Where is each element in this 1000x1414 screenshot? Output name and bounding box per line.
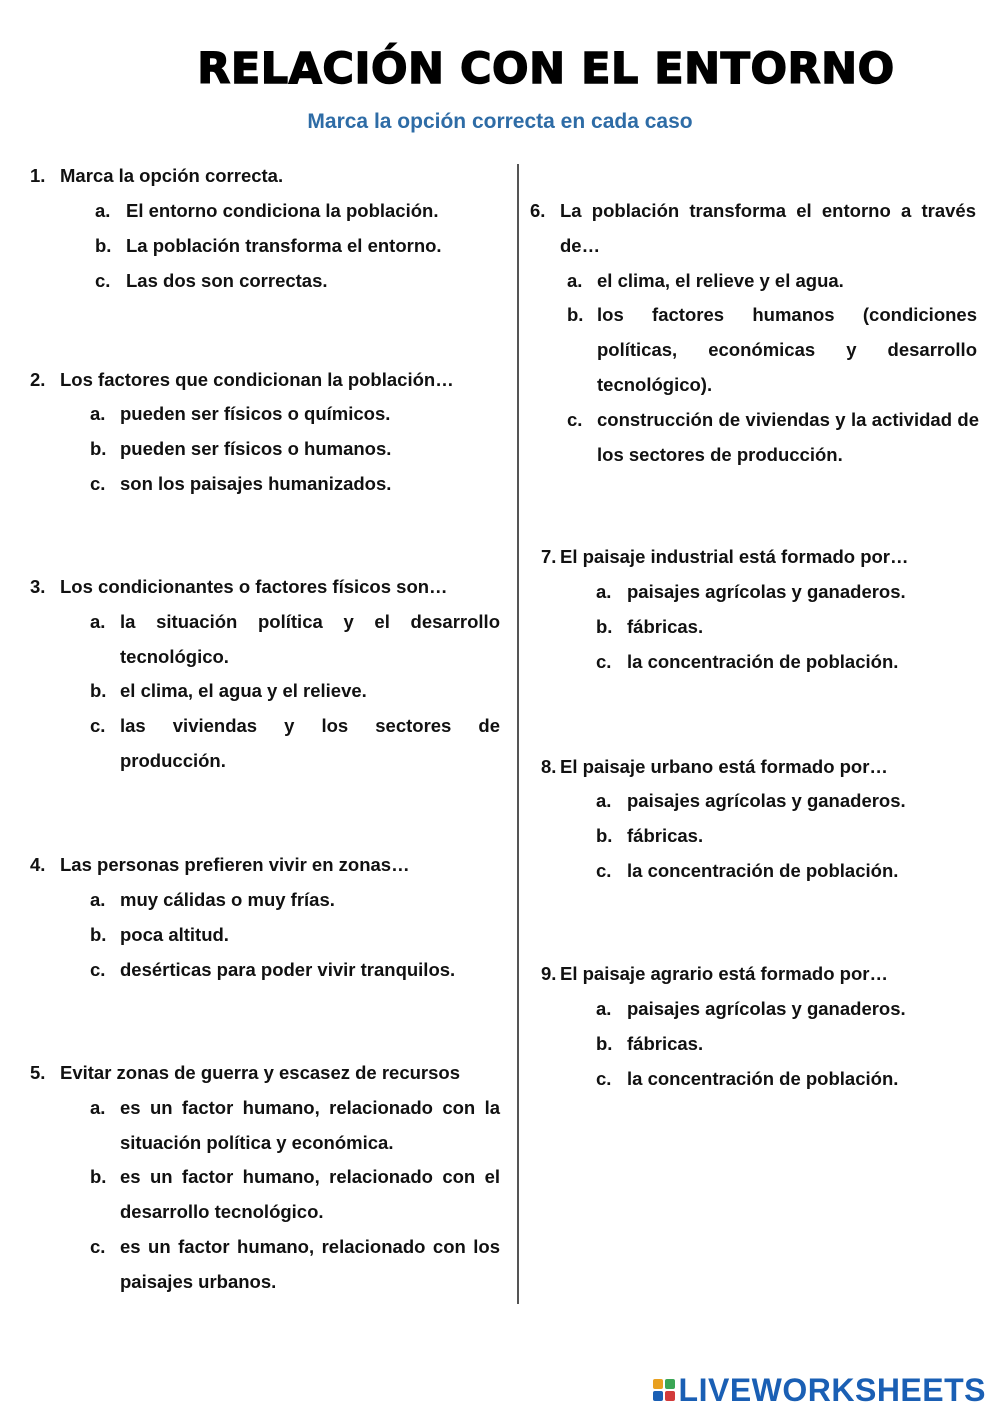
- question-text: Las personas prefieren vivir en zonas…: [60, 854, 410, 875]
- option-letter[interactable]: c.: [90, 473, 106, 494]
- option-text[interactable]: el clima, el relieve y el agua.: [597, 270, 844, 291]
- option-letter[interactable]: b.: [90, 438, 107, 459]
- option-text[interactable]: la concentración de población.: [627, 651, 899, 672]
- option-letter[interactable]: c.: [567, 409, 583, 430]
- logo-text: LIVEWORKSHEETS: [678, 1371, 986, 1408]
- option-text[interactable]: pueden ser físicos o humanos.: [120, 438, 392, 459]
- question-number: 9.: [541, 963, 557, 984]
- question-text: El paisaje agrario está formado por…: [560, 963, 888, 984]
- option-text[interactable]: la concentración de población.: [627, 860, 899, 881]
- option-text[interactable]: poca altitud.: [120, 924, 229, 945]
- liveworksheets-logo[interactable]: [653, 1372, 986, 1408]
- option-text[interactable]: pueden ser físicos o químicos.: [120, 403, 391, 424]
- option-text[interactable]: paisajes agrícolas y ganaderos.: [627, 998, 906, 1019]
- question-number: 5.: [30, 1062, 46, 1083]
- option-letter[interactable]: b.: [596, 825, 613, 846]
- question-text: El paisaje industrial está formado por…: [560, 546, 909, 567]
- option-letter[interactable]: c.: [90, 1236, 106, 1257]
- option-text[interactable]: es un factor humano, relacionado con los paisajes urbanos.: [120, 1236, 500, 1292]
- option-text[interactable]: las viviendas y los sectores de producción.: [120, 715, 500, 771]
- logo-square: [653, 1379, 663, 1389]
- option-letter[interactable]: c.: [90, 715, 106, 736]
- option-letter[interactable]: a.: [95, 200, 111, 221]
- option-text[interactable]: fábricas.: [627, 1033, 704, 1054]
- option-letter[interactable]: c.: [90, 959, 106, 980]
- option-letter[interactable]: a.: [596, 998, 612, 1019]
- option-text[interactable]: El entorno condiciona la población.: [126, 200, 439, 221]
- option-letter[interactable]: a.: [596, 581, 612, 602]
- option-letter[interactable]: b.: [95, 235, 112, 256]
- option-text[interactable]: fábricas.: [627, 616, 704, 637]
- question-text: El paisaje urbano está formado por…: [560, 756, 888, 777]
- logo-mark-icon: [653, 1379, 675, 1401]
- option-letter[interactable]: b.: [596, 616, 613, 637]
- option-letter[interactable]: a.: [90, 889, 106, 910]
- question-number: 4.: [30, 854, 46, 875]
- question-number: 1.: [30, 165, 46, 186]
- question-number: 2.: [30, 369, 46, 390]
- option-text[interactable]: desérticas para poder vivir tranquilos.: [120, 959, 456, 980]
- question-text: La población transforma el entorno a través de…: [560, 200, 976, 256]
- option-text[interactable]: paisajes agrícolas y ganaderos.: [627, 790, 906, 811]
- question-text: Marca la opción correcta.: [60, 165, 284, 186]
- logo-square: [665, 1379, 675, 1389]
- logo-square: [665, 1391, 675, 1401]
- option-letter[interactable]: b.: [596, 1033, 613, 1054]
- option-text[interactable]: muy cálidas o muy frías.: [120, 889, 335, 910]
- option-letter[interactable]: b.: [90, 924, 107, 945]
- option-text[interactable]: Las dos son correctas.: [126, 270, 328, 291]
- column-divider: [517, 164, 519, 1304]
- option-letter[interactable]: c.: [95, 270, 111, 291]
- option-letter[interactable]: b.: [90, 680, 107, 701]
- logo-square: [653, 1391, 663, 1401]
- option-text[interactable]: La población transforma el entorno.: [126, 235, 442, 256]
- question-text: Los condicionantes o factores físicos son…: [60, 576, 448, 597]
- question-number: 7.: [541, 546, 557, 567]
- question-number: 3.: [30, 576, 46, 597]
- option-text[interactable]: los factores humanos (condiciones políticas, económicas y desarrollo tecnológico).: [597, 304, 977, 395]
- option-letter[interactable]: a.: [90, 611, 106, 632]
- option-text[interactable]: fábricas.: [627, 825, 704, 846]
- question-text: Los factores que condicionan la población…: [60, 369, 454, 390]
- page-title: RELACIÓN CON EL ENTORNO: [197, 44, 895, 94]
- option-text[interactable]: construcción de viviendas y la actividad de los sectores de producción.: [597, 409, 979, 465]
- question-number: 8.: [541, 756, 557, 777]
- option-letter[interactable]: a.: [596, 790, 612, 811]
- option-letter[interactable]: b.: [90, 1166, 107, 1187]
- option-letter[interactable]: a.: [90, 1097, 106, 1118]
- option-letter[interactable]: c.: [596, 1068, 612, 1089]
- option-letter[interactable]: c.: [596, 860, 612, 881]
- option-letter[interactable]: b.: [567, 304, 584, 325]
- question-number: 6.: [530, 200, 546, 221]
- option-letter[interactable]: a.: [567, 270, 583, 291]
- page-subtitle: Marca la opción correcta en cada caso: [307, 110, 693, 133]
- question-text: Evitar zonas de guerra y escasez de recursos: [60, 1062, 461, 1083]
- option-text[interactable]: es un factor humano, relacionado con la situación política y económica.: [120, 1097, 500, 1153]
- option-text[interactable]: son los paisajes humanizados.: [120, 473, 392, 494]
- option-text[interactable]: es un factor humano, relacionado con el desarrollo tecnológico.: [120, 1166, 500, 1222]
- option-text[interactable]: la concentración de población.: [627, 1068, 899, 1089]
- option-text[interactable]: la situación política y el desarrollo tecnológico.: [120, 611, 500, 667]
- option-letter[interactable]: a.: [90, 403, 106, 424]
- option-letter[interactable]: c.: [596, 651, 612, 672]
- option-text[interactable]: el clima, el agua y el relieve.: [120, 680, 367, 701]
- option-text[interactable]: paisajes agrícolas y ganaderos.: [627, 581, 906, 602]
